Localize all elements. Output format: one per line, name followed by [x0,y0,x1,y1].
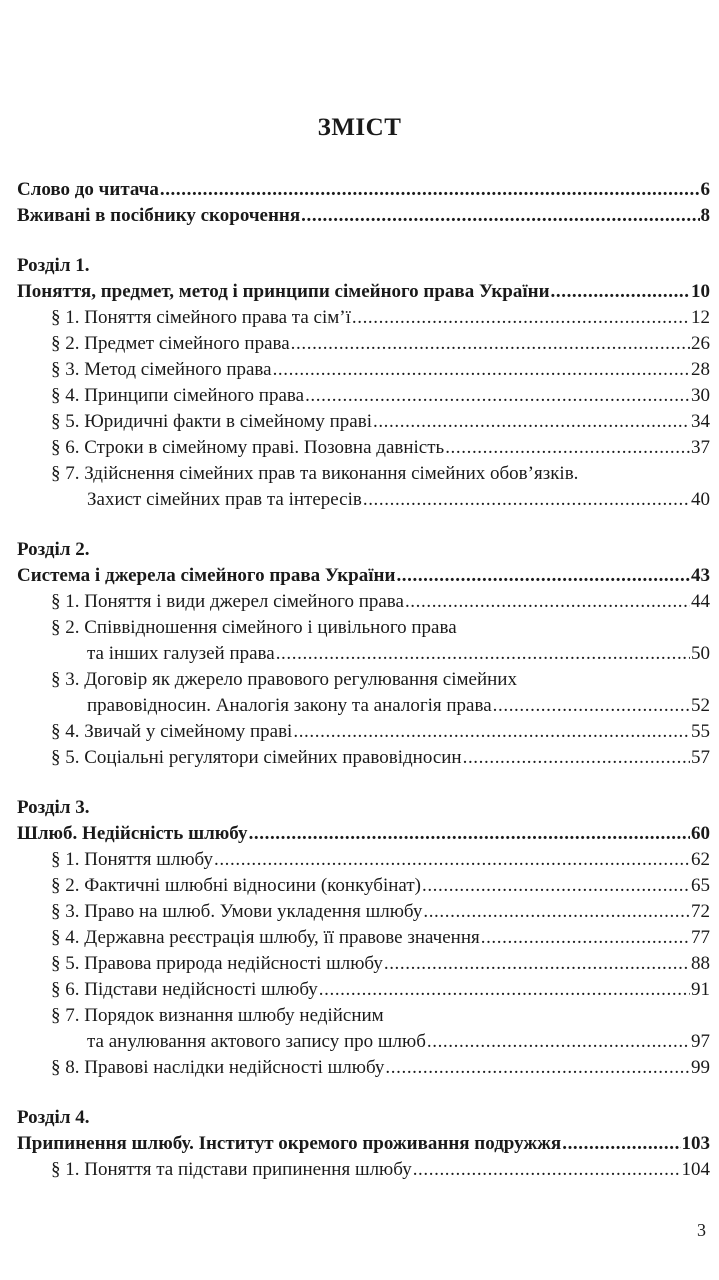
dot-leader [384,951,690,977]
chapter-title-entry [17,279,710,305]
dot-leader [214,847,690,873]
section-entry [17,641,710,667]
toc-entry-page: 91 [691,979,710,1000]
dot-leader [363,487,690,513]
toc-entry-label: § 5. Юридичні факти в сімейному праві [51,411,372,432]
toc-entry-page: 88 [691,953,710,974]
section-entry [17,487,710,513]
toc-front-entry [17,203,710,229]
toc-entry-label: § 1. Поняття та підстави припинення шлюбу [51,1159,412,1180]
dot-leader [493,693,690,719]
toc-entry-label: § 3. Право на шлюб. Умови укладення шлюбу [51,901,423,922]
toc-entry-page: 37 [691,437,710,458]
toc-entry-page: 44 [691,591,710,612]
chapter-title-entry [17,821,710,847]
chapter-heading: Розділ 1. [17,255,90,276]
toc-entry-page: 99 [691,1057,710,1078]
toc-entry-label: § 2. Предмет сімейного права [51,333,290,354]
chapter-heading: Розділ 2. [17,539,90,560]
section-entry [17,899,710,925]
dot-leader [352,305,690,331]
toc-entry-label: § 1. Поняття сімейного права та сім’ї [51,307,351,328]
toc-entry-page: 50 [691,643,710,664]
toc-entry-label: § 1. Поняття і види джерел сімейного права [51,591,404,612]
dot-leader [293,719,690,745]
toc-entry-label: та анулювання актового запису про шлюб [87,1031,426,1052]
toc-entry-page: 8 [700,205,710,226]
toc-entry-label: Вживані в посібнику скорочення [17,205,301,226]
section-entry [17,357,710,383]
spacer [17,513,710,537]
section-entry [17,977,710,1003]
toc-entry-page: 52 [691,695,710,716]
section-entry [17,409,710,435]
toc-entry-page: 10 [691,281,710,302]
toc-entry-label: Припинення шлюбу. Інститут окремого проживання подружжя [17,1133,562,1154]
toc-entry-label: Шлюб. Недійсність шлюбу [17,823,248,844]
toc-entry-label: § 6. Підстави недійсності шлюбу [51,979,318,1000]
toc-entry-label: § 4. Державна реєстрація шлюбу, її правове значення [51,927,480,948]
toc-entry-page: 43 [691,565,710,586]
section-entry [17,693,710,719]
spacer [17,229,710,253]
toc-entry-page: 103 [681,1133,710,1154]
dot-leader [396,563,690,589]
toc-entry-label: § 3. Метод сімейного права [51,359,272,380]
spacer [17,771,710,795]
dot-leader [562,1131,680,1157]
section-entry-line: § 3. Договір як джерело правового регулювання сімейних [51,669,517,690]
toc-entry-page: 60 [691,823,710,844]
dot-leader [405,589,690,615]
dot-leader [445,435,690,461]
section-entry [17,435,710,461]
dot-leader [305,383,690,409]
section-entry-line: § 7. Порядок визнання шлюбу недійсним [51,1005,384,1026]
section-entry [17,1055,710,1081]
toc-entry-page: 104 [681,1159,710,1180]
section-entry [17,951,710,977]
dot-leader [291,331,690,357]
toc-entry-label: § 5. Правова природа недійсності шлюбу [51,953,383,974]
dot-leader [249,821,690,847]
toc-entry-label: Захист сімейних прав та інтересів [87,489,362,510]
section-entry [17,331,710,357]
toc-entry-page: 77 [691,927,710,948]
chapter-title-entry [17,563,710,589]
section-entry [17,305,710,331]
page-title: ЗМІСТ [317,114,402,141]
dot-leader [276,641,690,667]
toc-entry-page: 57 [691,747,710,768]
table-of-contents [17,177,710,1183]
section-entry [17,1157,710,1183]
toc-entry-label: та інших галузей права [87,643,275,664]
section-entry [17,847,710,873]
section-entry-line: § 7. Здійснення сімейних прав та виконання сімейних обов’язків. [51,463,579,484]
spacer [17,1081,710,1105]
dot-leader [422,873,690,899]
toc-entry-label: Слово до читача [17,179,159,200]
toc-entry-label: правовідносин. Аналогія закону та аналогія права [87,695,492,716]
dot-leader [551,279,690,305]
section-entry-line: § 2. Співвідношення сімейного і цивільного права [51,617,457,638]
toc-entry-page: 65 [691,875,710,896]
toc-entry-page: 28 [691,359,710,380]
chapter-heading: Розділ 3. [17,797,90,818]
toc-entry-page: 6 [700,179,710,200]
section-entry [17,383,710,409]
chapter-heading: Розділ 4. [17,1107,90,1128]
toc-entry-label: § 5. Соціальні регулятори сімейних правовідносин [51,747,462,768]
toc-entry-label: § 2. Фактичні шлюбні відносини (конкубінат) [51,875,421,896]
toc-entry-page: 72 [691,901,710,922]
dot-leader [385,1055,690,1081]
toc-entry-label: § 4. Принципи сімейного права [51,385,305,406]
toc-entry-label: § 1. Поняття шлюбу [51,849,213,870]
dot-leader [413,1157,681,1183]
section-entry [17,719,710,745]
toc-entry-label: Система і джерела сімейного права України [17,565,396,586]
toc-entry-label: § 6. Строки в сімейному праві. Позовна давність [51,437,445,458]
dot-leader [273,357,690,383]
toc-entry-label: Поняття, предмет, метод і принципи сімейного права України [17,281,550,302]
chapter-title-entry [17,1131,710,1157]
dot-leader [373,409,690,435]
toc-entry-page: 26 [691,333,710,354]
dot-leader [427,1029,690,1055]
section-entry [17,745,710,771]
toc-entry-page: 40 [691,489,710,510]
toc-entry-page: 30 [691,385,710,406]
toc-entry-page: 34 [691,411,710,432]
dot-leader [319,977,690,1003]
toc-entry-label: § 4. Звичай у сімейному праві [51,721,293,742]
toc-front-entry [17,177,710,203]
dot-leader [423,899,690,925]
toc-entry-page: 62 [691,849,710,870]
dot-leader [301,203,699,229]
section-entry [17,873,710,899]
dot-leader [160,177,700,203]
section-entry [17,589,710,615]
toc-entry-label: § 8. Правові наслідки недійсності шлюбу [51,1057,385,1078]
dot-leader [481,925,690,951]
page-number: 3 [697,1220,706,1240]
section-entry [17,925,710,951]
toc-entry-page: 97 [691,1031,710,1052]
dot-leader [463,745,690,771]
toc-entry-page: 12 [691,307,710,328]
toc-entry-page: 55 [691,721,710,742]
section-entry [17,1029,710,1055]
